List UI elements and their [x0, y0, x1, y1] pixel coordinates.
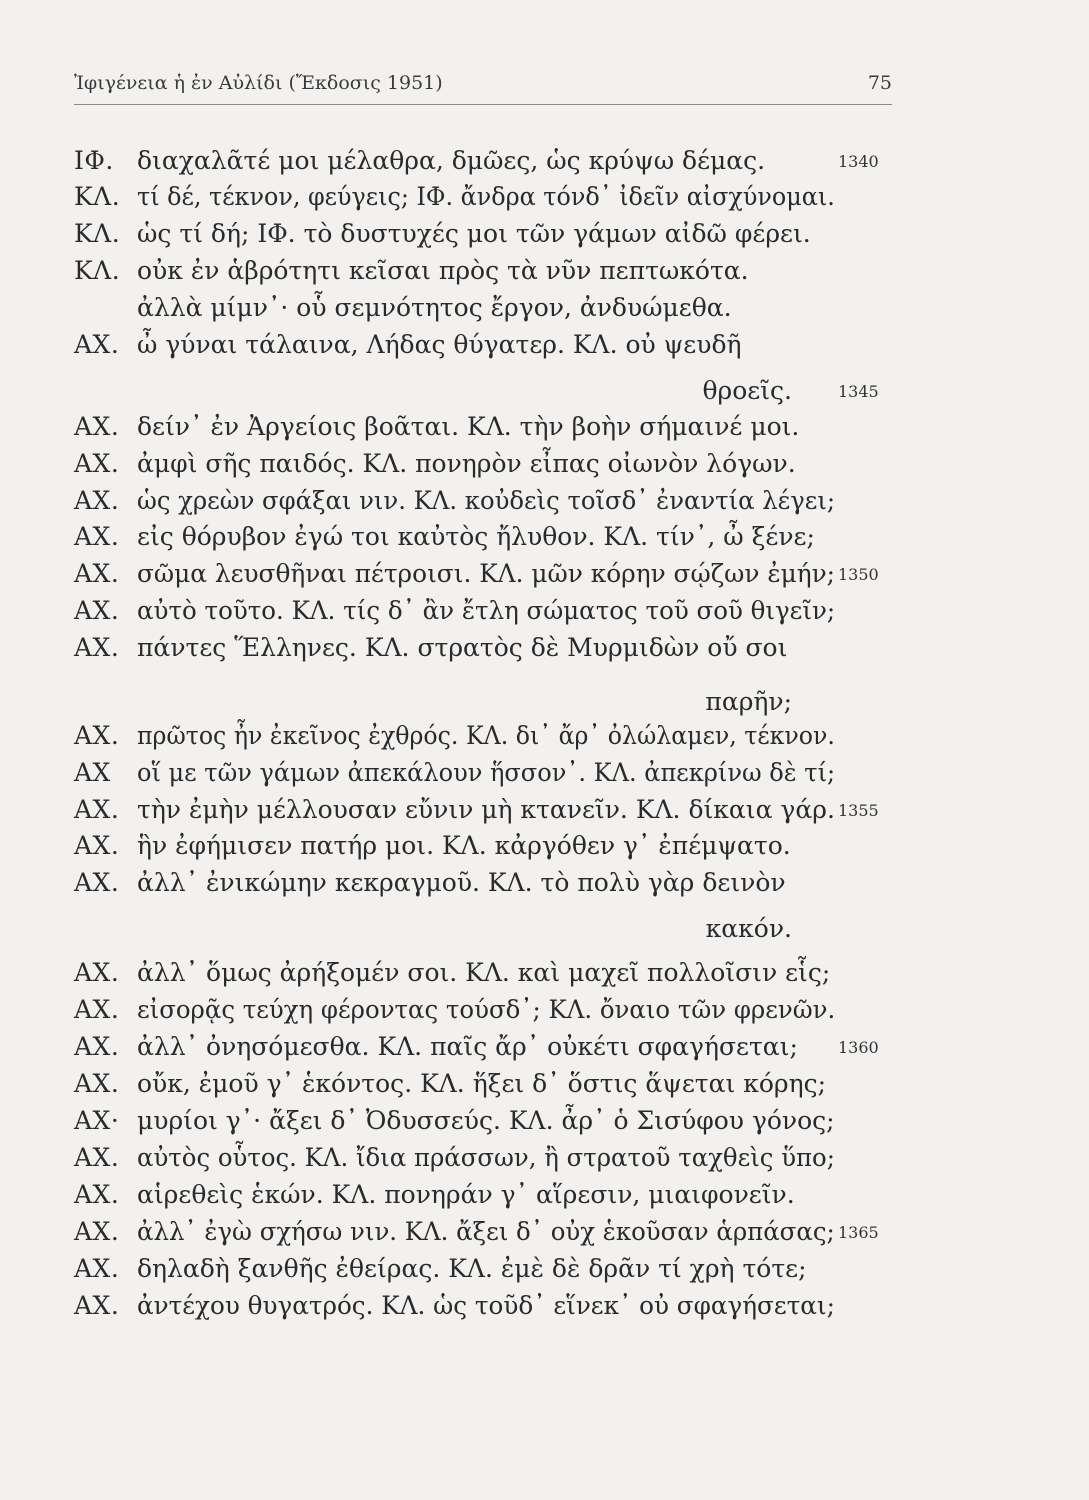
verse-text: οὐκ ἐν ἁβρότητι κεῖσαι πρὸς τὰ νῦν πεπτωκότα. — [137, 256, 749, 285]
verse-line — [0, 758, 1089, 794]
speaker-label: ΑΧ. — [74, 330, 120, 359]
speaker-label: ΚΛ. — [74, 256, 121, 285]
speaker-label: ΑΧ. — [74, 633, 120, 662]
verse-text: ἀντέχου θυγατρός. ΚΛ. ὡς τοῦδ᾽ εἵνεκ᾽ οὐ σφαγήσεται; — [137, 1291, 835, 1320]
verse-line — [0, 1254, 1089, 1290]
header-title: Ἰφιγένεια ἡ ἐν Αὐλίδι (Ἔκδοσις 1951) — [74, 72, 443, 94]
verse-text: ἀμφὶ σῆς παιδός. ΚΛ. πονηρὸν εἶπας οἰωνὸν λόγων. — [137, 449, 796, 478]
verse-line — [0, 330, 1089, 366]
verse-text: ἀλλ᾽ ὀνησόμεσθα. ΚΛ. παῖς ἄρ᾽ οὐκέτι σφαγήσεται; — [137, 1032, 798, 1061]
verse-text: παρῆν; — [705, 687, 792, 716]
line-number: 1345 — [838, 382, 879, 401]
verse-text: πρῶτος ἦν ἐκεῖνος ἐχθρός. ΚΛ. δι᾽ ἄρ᾽ ὀλώλαμεν, τέκνον. — [137, 721, 835, 750]
page-number: 75 — [867, 72, 892, 94]
verse-line — [0, 219, 1089, 255]
verse-text: ἣν ἐφήμισεν πατήρ μοι. ΚΛ. κἀργόθεν γ᾽ ἐπέμψατο. — [137, 831, 791, 860]
verse-text: ἀλλὰ μίμν᾽· οὗ σεμνότητος ἔργον, ἀνδυώμεθα. — [137, 293, 732, 322]
speaker-label: ΑΧ. — [74, 721, 120, 750]
verse-text: διαχαλᾶτέ μοι μέλαθρα, δμῶες, ὡς κρύψω δέμας. — [137, 146, 766, 175]
speaker-label: ΑΧ. — [74, 1143, 120, 1172]
speaker-label: ΑΧ. — [74, 1291, 120, 1320]
verse-line — [0, 995, 1089, 1031]
verse-text: ἀλλ᾽ ἐγὼ σχήσω νιν. ΚΛ. ἄξει δ᾽ οὐχ ἑκοῦσαν ἁρπάσας; — [137, 1217, 835, 1246]
verse-line — [0, 146, 1089, 182]
verse-text: αὐτὸ τοῦτο. ΚΛ. τίς δ᾽ ἂν ἔτλη σώματος τοῦ σοῦ θιγεῖν; — [137, 596, 836, 625]
speaker-label: ΙΦ. — [74, 146, 114, 175]
speaker-label: ΑΧ· — [74, 1106, 120, 1135]
verse-text: οὔκ, ἐμοῦ γ᾽ ἑκόντος. ΚΛ. ἥξει δ᾽ ὅστις ἅψεται κόρης; — [137, 1069, 827, 1098]
verse-line — [0, 182, 1089, 218]
line-number: 1360 — [838, 1038, 879, 1057]
speaker-label: ΑΧ. — [74, 559, 120, 588]
speaker-label: ΑΧ. — [74, 522, 120, 551]
speaker-label: ΚΛ. — [74, 182, 121, 211]
speaker-label: ΑΧ. — [74, 868, 120, 897]
verse-line — [0, 1217, 1089, 1253]
speaker-label: ΑΧ. — [74, 831, 120, 860]
verse-text: θροεῖς. — [702, 376, 792, 405]
verse-line — [0, 486, 1089, 522]
verse-line — [0, 1106, 1089, 1142]
line-number: 1355 — [838, 801, 879, 820]
line-number: 1365 — [838, 1223, 879, 1242]
verse-text: κακόν. — [705, 914, 792, 943]
verse-line — [0, 1180, 1089, 1216]
verse-line — [0, 522, 1089, 558]
verse-line — [0, 256, 1089, 292]
verse-line — [0, 449, 1089, 485]
verse-text: αἱρεθεὶς ἑκών. ΚΛ. πονηράν γ᾽ αἵρεσιν, μιαιφονεῖν. — [137, 1180, 795, 1209]
verse-text: οἵ με τῶν γάμων ἀπεκάλουν ἥσσον᾽. ΚΛ. ἀπεκρίνω δὲ τί; — [137, 758, 836, 787]
verse-line — [0, 1291, 1089, 1327]
verse-line — [0, 1032, 1089, 1068]
verse-line — [0, 914, 1089, 950]
verse-line — [0, 559, 1089, 595]
verse-text: ἀλλ᾽ ἐνικώμην κεκραγμοῦ. ΚΛ. τὸ πολὺ γὰρ δεινὸν — [137, 868, 786, 897]
verse-text: εἰσορᾷς τεύχη φέροντας τούσδ᾽; ΚΛ. ὄναιο τῶν φρενῶν. — [137, 995, 836, 1024]
speaker-label: ΑΧ. — [74, 995, 120, 1024]
verse-line — [0, 721, 1089, 757]
verse-text: τὴν ἐμὴν μέλλουσαν εὔνιν μὴ κτανεῖν. ΚΛ. δίκαια γάρ. — [137, 795, 835, 824]
speaker-label: ΑΧ. — [74, 486, 120, 515]
verse-line — [0, 412, 1089, 448]
speaker-label: ΑΧ. — [74, 1069, 120, 1098]
speaker-label: ΑΧ. — [74, 795, 120, 824]
speaker-label: ΑΧ. — [74, 1032, 120, 1061]
verse-text: σῶμα λευσθῆναι πέτροισι. ΚΛ. μῶν κόρην σῴζων ἐμήν; — [137, 559, 836, 588]
speaker-label: ΚΛ. — [74, 219, 121, 248]
speaker-label: ΑΧ. — [74, 1217, 120, 1246]
verse-line — [0, 958, 1089, 994]
verse-line — [0, 1143, 1089, 1179]
verse-text: ὡς χρεὼν σφάξαι νιν. ΚΛ. κοὐδεὶς τοῖσδ᾽ ἐναντία λέγει; — [137, 486, 836, 515]
verse-line — [0, 376, 1089, 412]
verse-line — [0, 596, 1089, 632]
verse-line — [0, 293, 1089, 329]
verse-text: μυρίοι γ᾽· ἄξει δ᾽ Ὀδυσσεύς. ΚΛ. ἆρ᾽ ὁ Σισύφου γόνος; — [137, 1106, 835, 1135]
speaker-label: ΑΧ. — [74, 958, 120, 987]
speaker-label: ΑΧ. — [74, 412, 120, 441]
verse-text: αὐτὸς οὗτος. ΚΛ. ἴδια πράσσων, ἢ στρατοῦ ταχθεὶς ὕπο; — [137, 1143, 835, 1172]
speaker-label: ΑΧ. — [74, 1180, 120, 1209]
line-number: 1340 — [838, 152, 879, 171]
verse-text: δηλαδὴ ξανθῆς ἐθείρας. ΚΛ. ἐμὲ δὲ δρᾶν τί χρὴ τότε; — [137, 1254, 807, 1283]
verse-text: ὦ γύναι τάλαινα, Λήδας θύγατερ. ΚΛ. οὐ ψευδῆ — [137, 330, 742, 359]
verse-text: δείν᾽ ἐν Ἀργείοις βοᾶται. ΚΛ. τὴν βοὴν σήμαινέ μοι. — [137, 412, 800, 441]
verse-text: τί δέ, τέκνον, φεύγεις; ΙΦ. ἄνδρα τόνδ᾽ ἰδεῖν αἰσχύνομαι. — [137, 182, 835, 211]
verse-line — [0, 868, 1089, 904]
verse-line — [0, 633, 1089, 669]
speaker-label: ΑΧ. — [74, 449, 120, 478]
speaker-label: ΑΧ. — [74, 596, 120, 625]
speaker-label: ΑΧ — [74, 758, 111, 787]
verse-line — [0, 795, 1089, 831]
line-number: 1350 — [838, 565, 879, 584]
verse-line — [0, 1069, 1089, 1105]
verse-text: πάντες Ἕλληνες. ΚΛ. στρατὸς δὲ Μυρμιδὼν οὔ σοι — [137, 633, 788, 662]
speaker-label: ΑΧ. — [74, 1254, 120, 1283]
verse-line — [0, 687, 1089, 723]
verse-text: ἀλλ᾽ ὅμως ἀρήξομέν σοι. ΚΛ. καὶ μαχεῖ πολλοῖσιν εἷς; — [137, 958, 831, 987]
verse-text: εἰς θόρυβον ἐγώ τοι καὐτὸς ἤλυθον. ΚΛ. τίν᾽, ὦ ξένε; — [137, 522, 815, 551]
running-header — [74, 72, 892, 102]
header-rule — [74, 104, 892, 105]
verse-text: ὡς τί δή; ΙΦ. τὸ δυστυχές μοι τῶν γάμων αἰδῶ φέρει. — [137, 219, 811, 248]
verse-line — [0, 831, 1089, 867]
